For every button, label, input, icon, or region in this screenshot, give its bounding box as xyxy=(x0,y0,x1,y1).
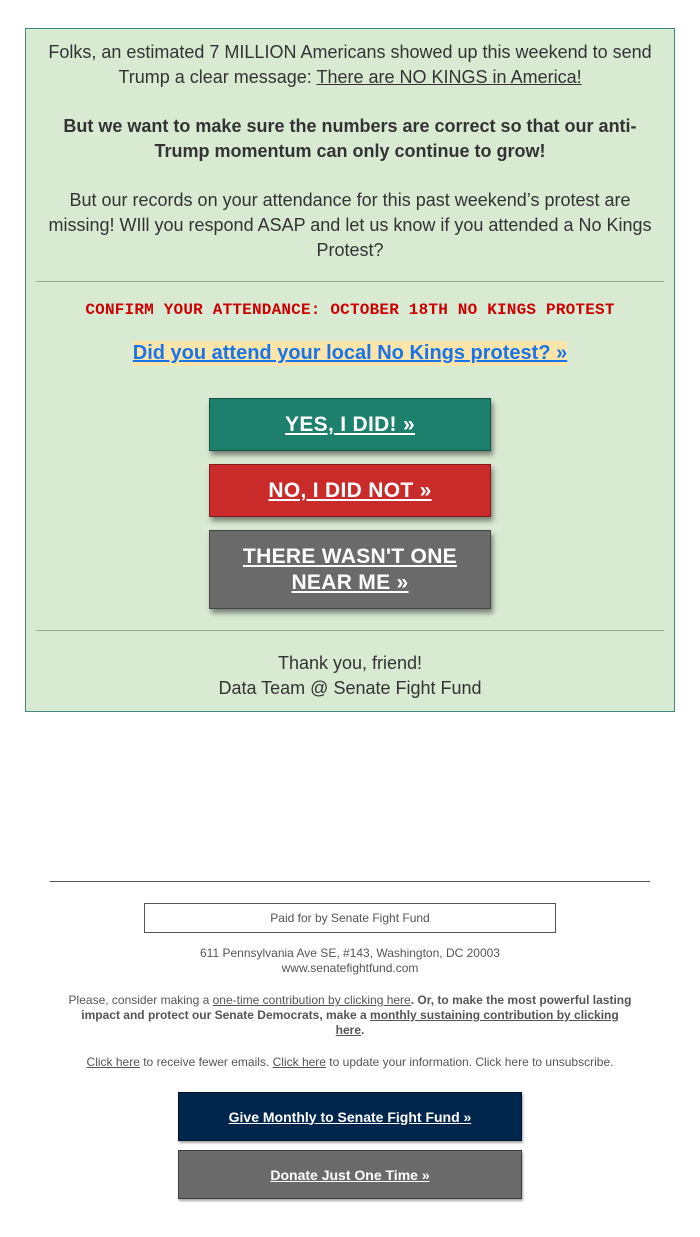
no-button[interactable]: NO, I DID NOT » xyxy=(209,464,491,517)
signoff-line1: Thank you, friend! xyxy=(277,653,423,673)
yes-button[interactable]: YES, I DID! » xyxy=(209,398,491,451)
update-info-link[interactable]: Click here xyxy=(272,1055,326,1069)
divider-top xyxy=(36,281,664,282)
contribution-paragraph xyxy=(68,993,632,1038)
signoff-line2: Data Team @ Senate Fight Fund xyxy=(218,678,482,698)
bold-paragraph: But we want to make sure the numbers are correct so that our anti-Trump momentum can only continue to grow! xyxy=(63,116,637,161)
confirm-heading: CONFIRM YOUR ATTENDANCE: OCTOBER 18TH NO KINGS PROTEST xyxy=(85,301,615,319)
address-line: 611 Pennsylvania Ave SE, #143, Washington, DC 20003 xyxy=(200,946,500,960)
footer-divider xyxy=(50,881,650,882)
question-wrap xyxy=(26,341,674,366)
donate-once-button[interactable]: Donate Just One Time » xyxy=(178,1150,522,1199)
consider-text: Please, consider making a xyxy=(68,993,213,1007)
email-card xyxy=(25,28,675,712)
monthly-contribution-link[interactable]: monthly sustaining contribution by clicking here xyxy=(335,1008,619,1037)
intro-text: Folks, an estimated 7 MILLION Americans showed up this weekend to send Trump a clear message: xyxy=(48,42,652,87)
bold-text: . Or, to make the most powerful lasting impact and protect our Senate Democrats, make a xyxy=(81,993,632,1022)
paid-for-box: Paid for by Senate Fight Fund xyxy=(144,903,556,933)
divider-bottom xyxy=(36,630,664,631)
fewer-emails-link[interactable]: Click here xyxy=(86,1055,140,1069)
no-kings-link[interactable]: There are NO KINGS in America! xyxy=(316,67,582,87)
email-preferences xyxy=(0,1055,700,1069)
none-near-button[interactable]: THERE WASN'T ONE NEAR ME » xyxy=(209,530,491,609)
attend-question-link[interactable]: Did you attend your local No Kings protest? » xyxy=(132,342,568,364)
website-line: www.senatefightfund.com xyxy=(281,961,419,975)
period: . xyxy=(361,1023,365,1037)
footer-address xyxy=(0,946,700,976)
records-paragraph: But our records on your attendance for this past weekend’s protest are missing! WIll you respond ASAP and let us know if you attended a No Kings Protest? xyxy=(48,190,652,260)
one-time-contribution-link[interactable]: one-time contribution by clicking here xyxy=(212,993,411,1007)
update-text: to update your information. Click here to unsubscribe. xyxy=(325,1055,614,1069)
intro-paragraph xyxy=(36,40,664,90)
fewer-text: to receive fewer emails. xyxy=(139,1055,273,1069)
signoff xyxy=(26,651,674,701)
give-monthly-button[interactable]: Give Monthly to Senate Fight Fund » xyxy=(178,1092,522,1141)
